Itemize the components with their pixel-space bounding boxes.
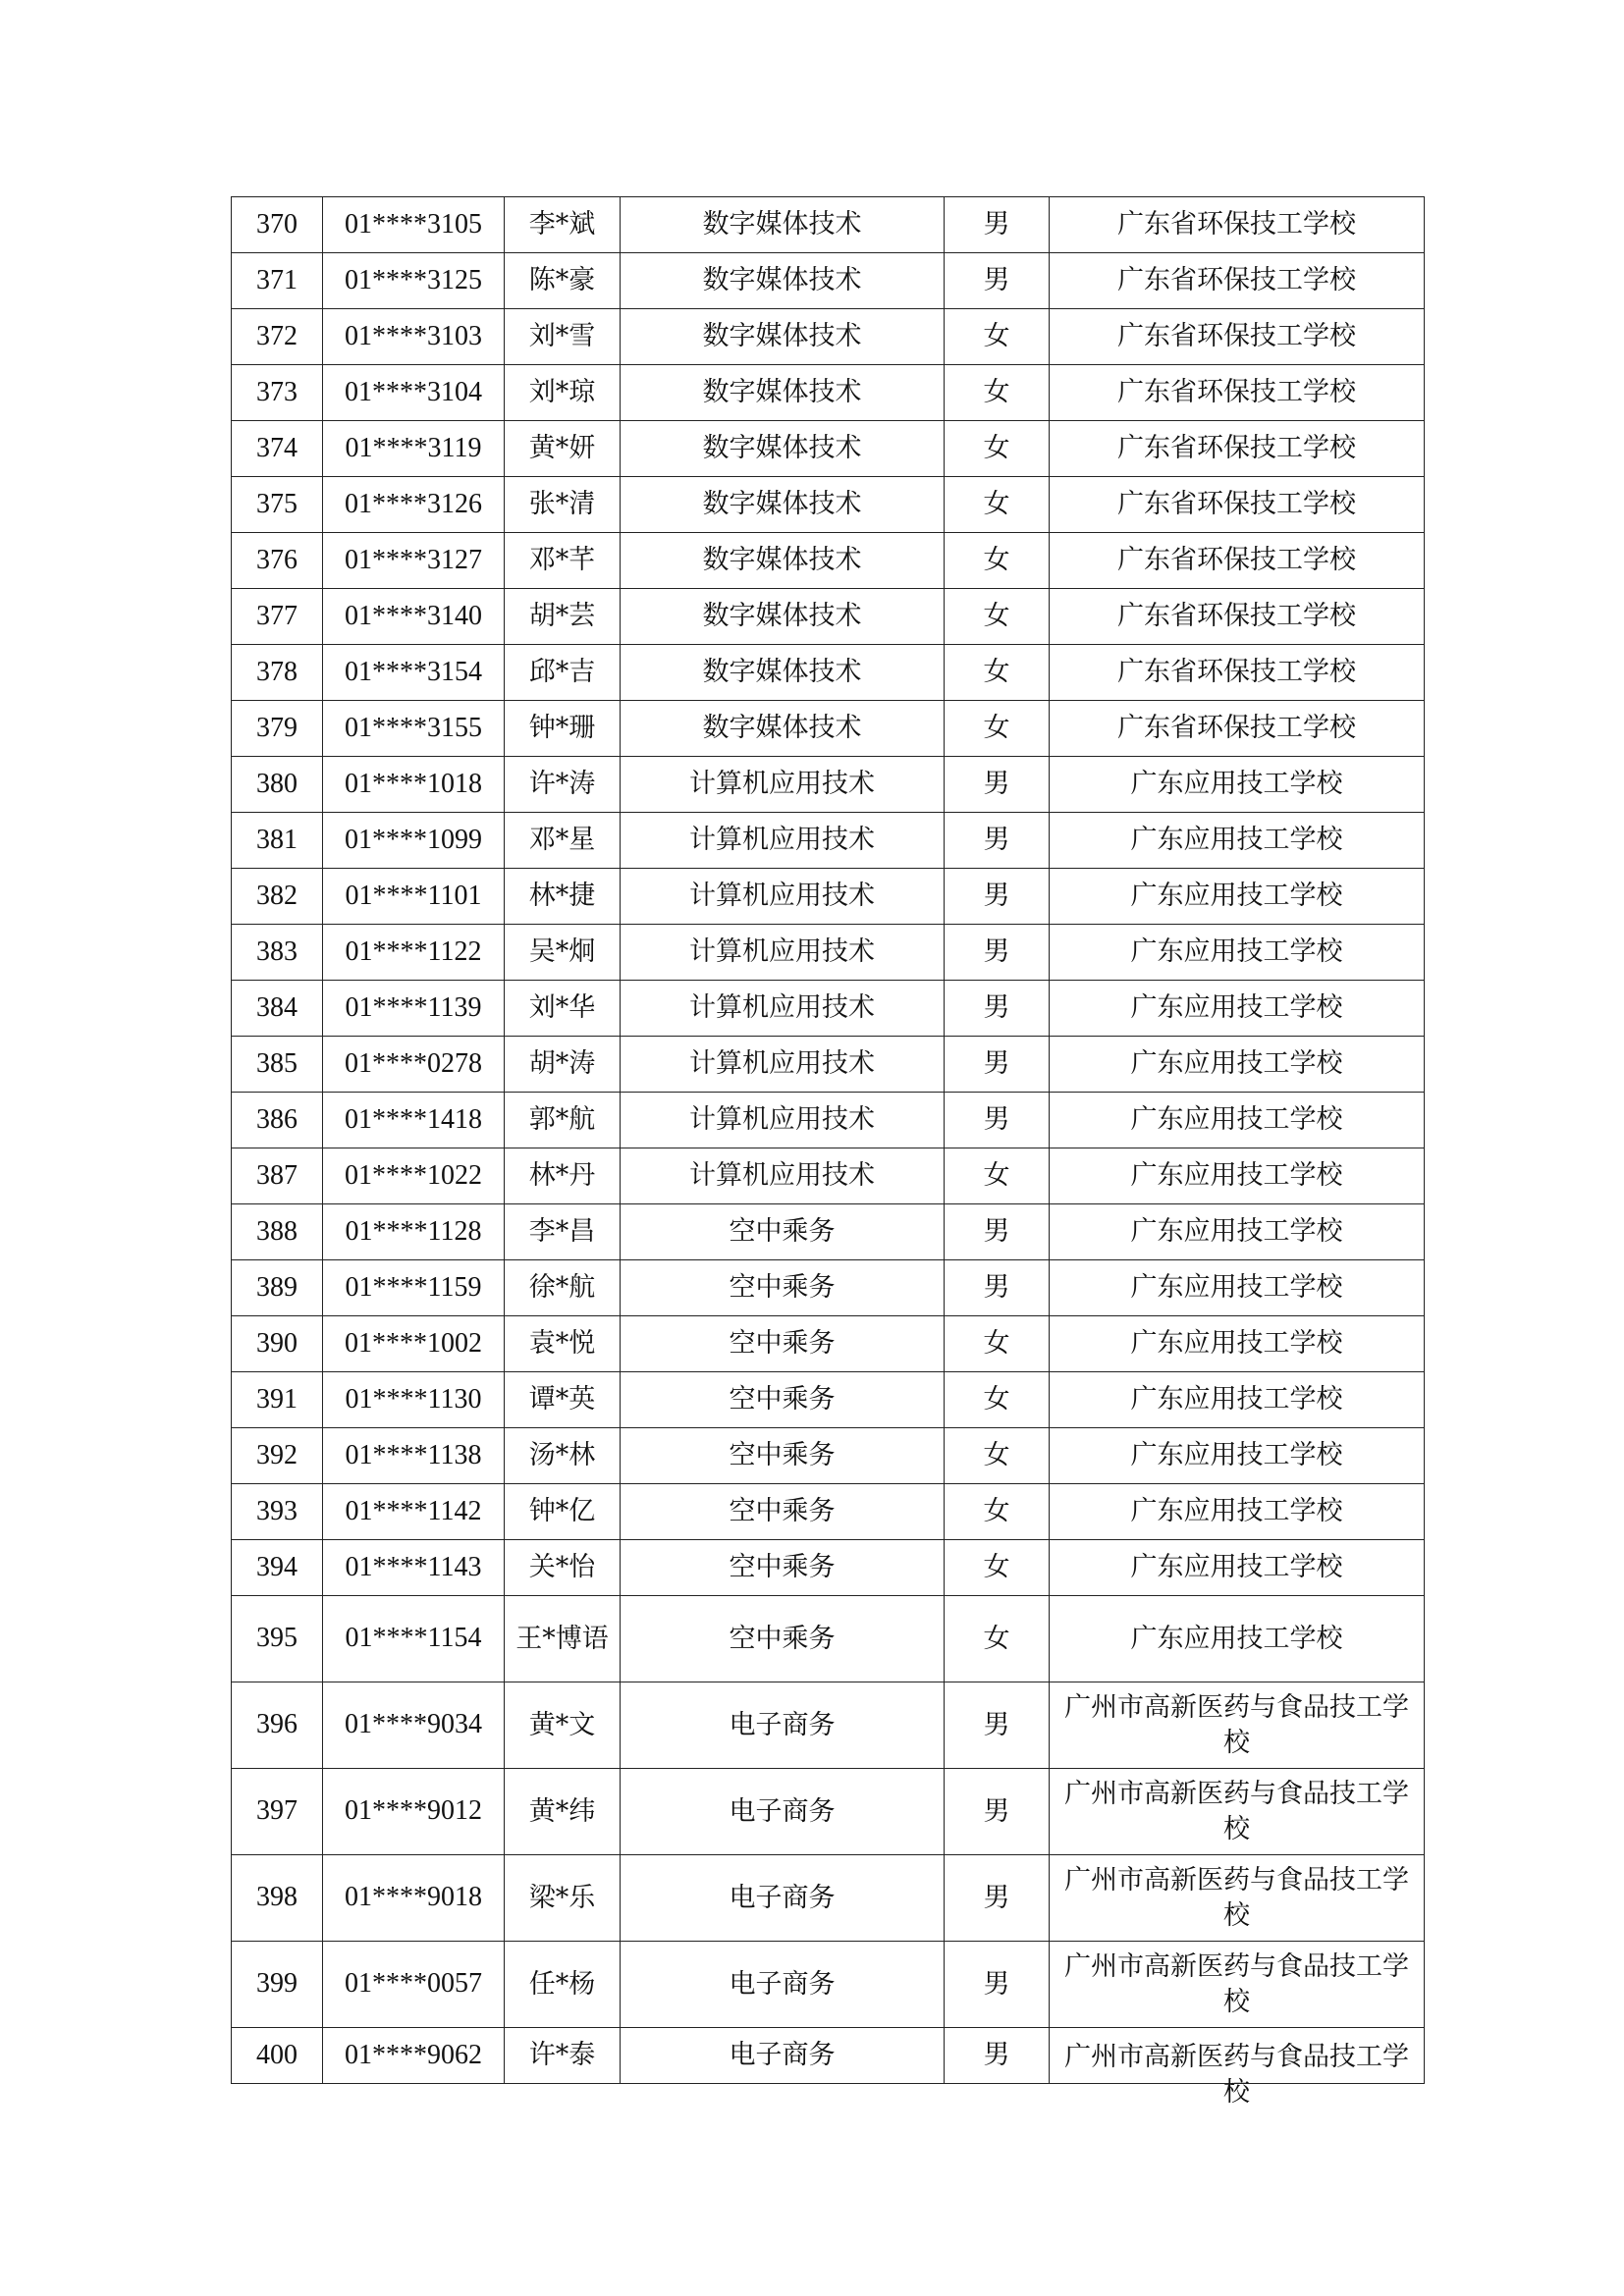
school-cell: 广州市高新医药与食品技工学校 xyxy=(1050,1855,1425,1942)
major-cell: 数字媒体技术 xyxy=(621,365,945,421)
row-number-cell: 378 xyxy=(232,645,323,701)
row-number-cell: 379 xyxy=(232,701,323,757)
row-number-cell: 393 xyxy=(232,1484,323,1540)
row-number-cell: 382 xyxy=(232,869,323,925)
school-cell: 广东省环保技工学校 xyxy=(1050,477,1425,533)
student-id-cell: 01****0278 xyxy=(323,1037,505,1093)
gender-cell: 男 xyxy=(945,1942,1050,2028)
school-cell: 广东应用技工学校 xyxy=(1050,925,1425,981)
student-id-cell: 01****1142 xyxy=(323,1484,505,1540)
major-cell: 计算机应用技术 xyxy=(621,813,945,869)
table-row xyxy=(232,1682,1425,1769)
table-row xyxy=(232,309,1425,365)
gender-cell: 女 xyxy=(945,1372,1050,1428)
major-cell: 数字媒体技术 xyxy=(621,645,945,701)
major-cell: 电子商务 xyxy=(621,1855,945,1942)
gender-cell: 女 xyxy=(945,1596,1050,1682)
school-cell: 广州市高新医药与食品技工学校 xyxy=(1050,1682,1425,1769)
school-cell: 广东应用技工学校 xyxy=(1050,757,1425,813)
gender-cell: 男 xyxy=(945,2028,1050,2084)
major-cell: 数字媒体技术 xyxy=(621,533,945,589)
student-name-cell: 张*清 xyxy=(505,477,621,533)
table-row xyxy=(232,757,1425,813)
row-number-cell: 395 xyxy=(232,1596,323,1682)
table-row xyxy=(232,2028,1425,2084)
student-name-cell: 钟*亿 xyxy=(505,1484,621,1540)
major-cell: 电子商务 xyxy=(621,1769,945,1855)
student-name-cell: 黄*妍 xyxy=(505,421,621,477)
gender-cell: 男 xyxy=(945,253,1050,309)
table-row xyxy=(232,421,1425,477)
table-row xyxy=(232,1596,1425,1682)
table-row xyxy=(232,1093,1425,1148)
major-cell: 计算机应用技术 xyxy=(621,925,945,981)
student-id-cell: 01****1130 xyxy=(323,1372,505,1428)
student-id-cell: 01****0057 xyxy=(323,1942,505,2028)
gender-cell: 男 xyxy=(945,1769,1050,1855)
school-cell: 广东应用技工学校 xyxy=(1050,981,1425,1037)
row-number-cell: 373 xyxy=(232,365,323,421)
student-name-cell: 许*涛 xyxy=(505,757,621,813)
major-cell: 空中乘务 xyxy=(621,1316,945,1372)
table-row xyxy=(232,645,1425,701)
school-cell: 广东省环保技工学校 xyxy=(1050,365,1425,421)
table-row xyxy=(232,477,1425,533)
student-name-cell: 刘*琼 xyxy=(505,365,621,421)
school-cell: 广东应用技工学校 xyxy=(1050,1540,1425,1596)
student-id-cell: 01****1159 xyxy=(323,1260,505,1316)
student-name-cell: 关*怡 xyxy=(505,1540,621,1596)
gender-cell: 男 xyxy=(945,1037,1050,1093)
student-id-cell: 01****1122 xyxy=(323,925,505,981)
table-row xyxy=(232,1769,1425,1855)
student-id-cell: 01****9034 xyxy=(323,1682,505,1769)
gender-cell: 女 xyxy=(945,1428,1050,1484)
row-number-cell: 392 xyxy=(232,1428,323,1484)
student-id-cell: 01****1139 xyxy=(323,981,505,1037)
student-name-cell: 谭*英 xyxy=(505,1372,621,1428)
student-name-cell: 邓*星 xyxy=(505,813,621,869)
student-name-cell: 梁*乐 xyxy=(505,1855,621,1942)
gender-cell: 男 xyxy=(945,869,1050,925)
major-cell: 计算机应用技术 xyxy=(621,1037,945,1093)
student-id-cell: 01****3104 xyxy=(323,365,505,421)
gender-cell: 男 xyxy=(945,1682,1050,1769)
major-cell: 空中乘务 xyxy=(621,1428,945,1484)
school-cell: 广东省环保技工学校 xyxy=(1050,589,1425,645)
school-cell: 广东省环保技工学校 xyxy=(1050,253,1425,309)
student-id-cell: 01****9062 xyxy=(323,2028,505,2084)
major-cell: 计算机应用技术 xyxy=(621,1148,945,1204)
table-row xyxy=(232,925,1425,981)
table-row xyxy=(232,197,1425,253)
student-name-cell: 王*博语 xyxy=(505,1596,621,1682)
row-number-cell: 371 xyxy=(232,253,323,309)
row-number-cell: 398 xyxy=(232,1855,323,1942)
major-cell: 数字媒体技术 xyxy=(621,421,945,477)
school-cell: 广东应用技工学校 xyxy=(1050,1148,1425,1204)
gender-cell: 女 xyxy=(945,1316,1050,1372)
school-cell: 广东应用技工学校 xyxy=(1050,1596,1425,1682)
school-cell: 广东应用技工学校 xyxy=(1050,1093,1425,1148)
table-row xyxy=(232,1204,1425,1260)
major-cell: 计算机应用技术 xyxy=(621,981,945,1037)
row-number-cell: 381 xyxy=(232,813,323,869)
gender-cell: 女 xyxy=(945,1540,1050,1596)
student-id-cell: 01****1138 xyxy=(323,1428,505,1484)
school-cell: 广东应用技工学校 xyxy=(1050,1037,1425,1093)
gender-cell: 男 xyxy=(945,981,1050,1037)
student-id-cell: 01****1022 xyxy=(323,1148,505,1204)
table-row xyxy=(232,981,1425,1037)
gender-cell: 女 xyxy=(945,1484,1050,1540)
student-name-cell: 邱*吉 xyxy=(505,645,621,701)
row-number-cell: 384 xyxy=(232,981,323,1037)
student-name-cell: 林*捷 xyxy=(505,869,621,925)
student-id-cell: 01****3103 xyxy=(323,309,505,365)
school-cell: 广东应用技工学校 xyxy=(1050,869,1425,925)
table-row xyxy=(232,1484,1425,1540)
student-id-cell: 01****9018 xyxy=(323,1855,505,1942)
school-cell: 广州市高新医药与食品技工学校 xyxy=(1050,1769,1425,1855)
student-id-cell: 01****3119 xyxy=(323,421,505,477)
student-id-cell: 01****3126 xyxy=(323,477,505,533)
student-name-cell: 邓*芊 xyxy=(505,533,621,589)
table-row xyxy=(232,1148,1425,1204)
table-row xyxy=(232,813,1425,869)
row-number-cell: 377 xyxy=(232,589,323,645)
row-number-cell: 380 xyxy=(232,757,323,813)
student-name-cell: 刘*华 xyxy=(505,981,621,1037)
student-id-cell: 01****3155 xyxy=(323,701,505,757)
student-name-cell: 黄*文 xyxy=(505,1682,621,1769)
student-id-cell: 01****3140 xyxy=(323,589,505,645)
major-cell: 数字媒体技术 xyxy=(621,197,945,253)
table-row xyxy=(232,869,1425,925)
student-list-table xyxy=(231,196,1425,2108)
school-cell: 广东省环保技工学校 xyxy=(1050,197,1425,253)
major-cell: 计算机应用技术 xyxy=(621,1093,945,1148)
table-row xyxy=(232,1372,1425,1428)
major-cell: 电子商务 xyxy=(621,2028,945,2084)
student-name-cell: 胡*涛 xyxy=(505,1037,621,1093)
gender-cell: 男 xyxy=(945,1093,1050,1148)
gender-cell: 女 xyxy=(945,645,1050,701)
major-cell: 电子商务 xyxy=(621,1942,945,2028)
school-cell: 广东应用技工学校 xyxy=(1050,1204,1425,1260)
row-number-cell: 390 xyxy=(232,1316,323,1372)
student-name-cell: 钟*珊 xyxy=(505,701,621,757)
school-cell: 广东应用技工学校 xyxy=(1050,813,1425,869)
student-id-cell: 01****9012 xyxy=(323,1769,505,1855)
gender-cell: 男 xyxy=(945,1204,1050,1260)
table-row xyxy=(232,1316,1425,1372)
major-cell: 数字媒体技术 xyxy=(621,253,945,309)
major-cell: 电子商务 xyxy=(621,1682,945,1769)
table-row xyxy=(232,253,1425,309)
gender-cell: 女 xyxy=(945,421,1050,477)
student-name-cell: 徐*航 xyxy=(505,1260,621,1316)
table-row xyxy=(232,1037,1425,1093)
table-row xyxy=(232,1540,1425,1596)
student-name-cell: 李*昌 xyxy=(505,1204,621,1260)
student-name-cell: 郭*航 xyxy=(505,1093,621,1148)
student-id-cell: 01****3127 xyxy=(323,533,505,589)
gender-cell: 女 xyxy=(945,1148,1050,1204)
school-cell: 广东应用技工学校 xyxy=(1050,1316,1425,1372)
table-row xyxy=(232,1855,1425,1942)
gender-cell: 女 xyxy=(945,365,1050,421)
gender-cell: 男 xyxy=(945,757,1050,813)
row-number-cell: 383 xyxy=(232,925,323,981)
gender-cell: 男 xyxy=(945,813,1050,869)
major-cell: 空中乘务 xyxy=(621,1484,945,1540)
student-id-cell: 01****1018 xyxy=(323,757,505,813)
student-name-cell: 李*斌 xyxy=(505,197,621,253)
major-cell: 数字媒体技术 xyxy=(621,589,945,645)
major-cell: 空中乘务 xyxy=(621,1204,945,1260)
student-name-cell: 胡*芸 xyxy=(505,589,621,645)
student-name-cell: 黄*纬 xyxy=(505,1769,621,1855)
row-number-cell: 372 xyxy=(232,309,323,365)
row-number-cell: 387 xyxy=(232,1148,323,1204)
student-id-cell: 01****1418 xyxy=(323,1093,505,1148)
row-number-cell: 374 xyxy=(232,421,323,477)
row-number-cell: 375 xyxy=(232,477,323,533)
student-id-cell: 01****3154 xyxy=(323,645,505,701)
row-number-cell: 391 xyxy=(232,1372,323,1428)
school-cell: 广东省环保技工学校 xyxy=(1050,533,1425,589)
row-number-cell: 394 xyxy=(232,1540,323,1596)
student-id-cell: 01****1154 xyxy=(323,1596,505,1682)
row-number-cell: 389 xyxy=(232,1260,323,1316)
major-cell: 空中乘务 xyxy=(621,1540,945,1596)
table-row xyxy=(232,1260,1425,1316)
row-number-cell: 400 xyxy=(232,2028,323,2084)
student-id-cell: 01****3125 xyxy=(323,253,505,309)
gender-cell: 男 xyxy=(945,1855,1050,1942)
gender-cell: 女 xyxy=(945,589,1050,645)
student-name-cell: 林*丹 xyxy=(505,1148,621,1204)
school-cell: 广东省环保技工学校 xyxy=(1050,309,1425,365)
school-text: 广州市高新医药与食品技工学校 xyxy=(1064,2042,1409,2108)
student-name-cell: 许*泰 xyxy=(505,2028,621,2084)
major-cell: 计算机应用技术 xyxy=(621,757,945,813)
major-cell: 数字媒体技术 xyxy=(621,309,945,365)
student-id-cell: 01****1128 xyxy=(323,1204,505,1260)
row-number-cell: 399 xyxy=(232,1942,323,2028)
gender-cell: 女 xyxy=(945,533,1050,589)
school-cell: 广东应用技工学校 xyxy=(1050,1428,1425,1484)
student-id-cell: 01****3105 xyxy=(323,197,505,253)
student-id-cell: 01****1099 xyxy=(323,813,505,869)
table-row xyxy=(232,533,1425,589)
major-cell: 空中乘务 xyxy=(621,1260,945,1316)
student-name-cell: 刘*雪 xyxy=(505,309,621,365)
gender-cell: 女 xyxy=(945,701,1050,757)
school-cell: 广州市高新医药与食品技工学校 xyxy=(1050,1942,1425,2028)
row-number-cell: 370 xyxy=(232,197,323,253)
gender-cell: 男 xyxy=(945,925,1050,981)
gender-cell: 女 xyxy=(945,477,1050,533)
table-row xyxy=(232,365,1425,421)
school-cell: 广东应用技工学校 xyxy=(1050,1372,1425,1428)
row-number-cell: 386 xyxy=(232,1093,323,1148)
student-name-cell: 任*杨 xyxy=(505,1942,621,2028)
table-row xyxy=(232,589,1425,645)
major-cell: 空中乘务 xyxy=(621,1372,945,1428)
table-row xyxy=(232,1428,1425,1484)
major-cell: 空中乘务 xyxy=(621,1596,945,1682)
major-cell: 数字媒体技术 xyxy=(621,477,945,533)
gender-cell: 男 xyxy=(945,1260,1050,1316)
student-name-cell: 吴*炯 xyxy=(505,925,621,981)
student-name-cell: 汤*林 xyxy=(505,1428,621,1484)
school-cell xyxy=(1050,2028,1425,2108)
student-id-cell: 01****1101 xyxy=(323,869,505,925)
student-name-cell: 袁*悦 xyxy=(505,1316,621,1372)
school-cell: 广东省环保技工学校 xyxy=(1050,645,1425,701)
row-number-cell: 376 xyxy=(232,533,323,589)
school-cell: 广东省环保技工学校 xyxy=(1050,701,1425,757)
school-cell: 广东应用技工学校 xyxy=(1050,1260,1425,1316)
table-row xyxy=(232,701,1425,757)
gender-cell: 女 xyxy=(945,309,1050,365)
school-cell: 广东应用技工学校 xyxy=(1050,1484,1425,1540)
student-id-cell: 01****1002 xyxy=(323,1316,505,1372)
row-number-cell: 396 xyxy=(232,1682,323,1769)
student-id-cell: 01****1143 xyxy=(323,1540,505,1596)
gender-cell: 男 xyxy=(945,197,1050,253)
major-cell: 数字媒体技术 xyxy=(621,701,945,757)
major-cell: 计算机应用技术 xyxy=(621,869,945,925)
student-name-cell: 陈*豪 xyxy=(505,253,621,309)
table-row xyxy=(232,1942,1425,2028)
table-body xyxy=(232,197,1425,2108)
row-number-cell: 385 xyxy=(232,1037,323,1093)
school-cell: 广东省环保技工学校 xyxy=(1050,421,1425,477)
row-number-cell: 388 xyxy=(232,1204,323,1260)
row-number-cell: 397 xyxy=(232,1769,323,1855)
